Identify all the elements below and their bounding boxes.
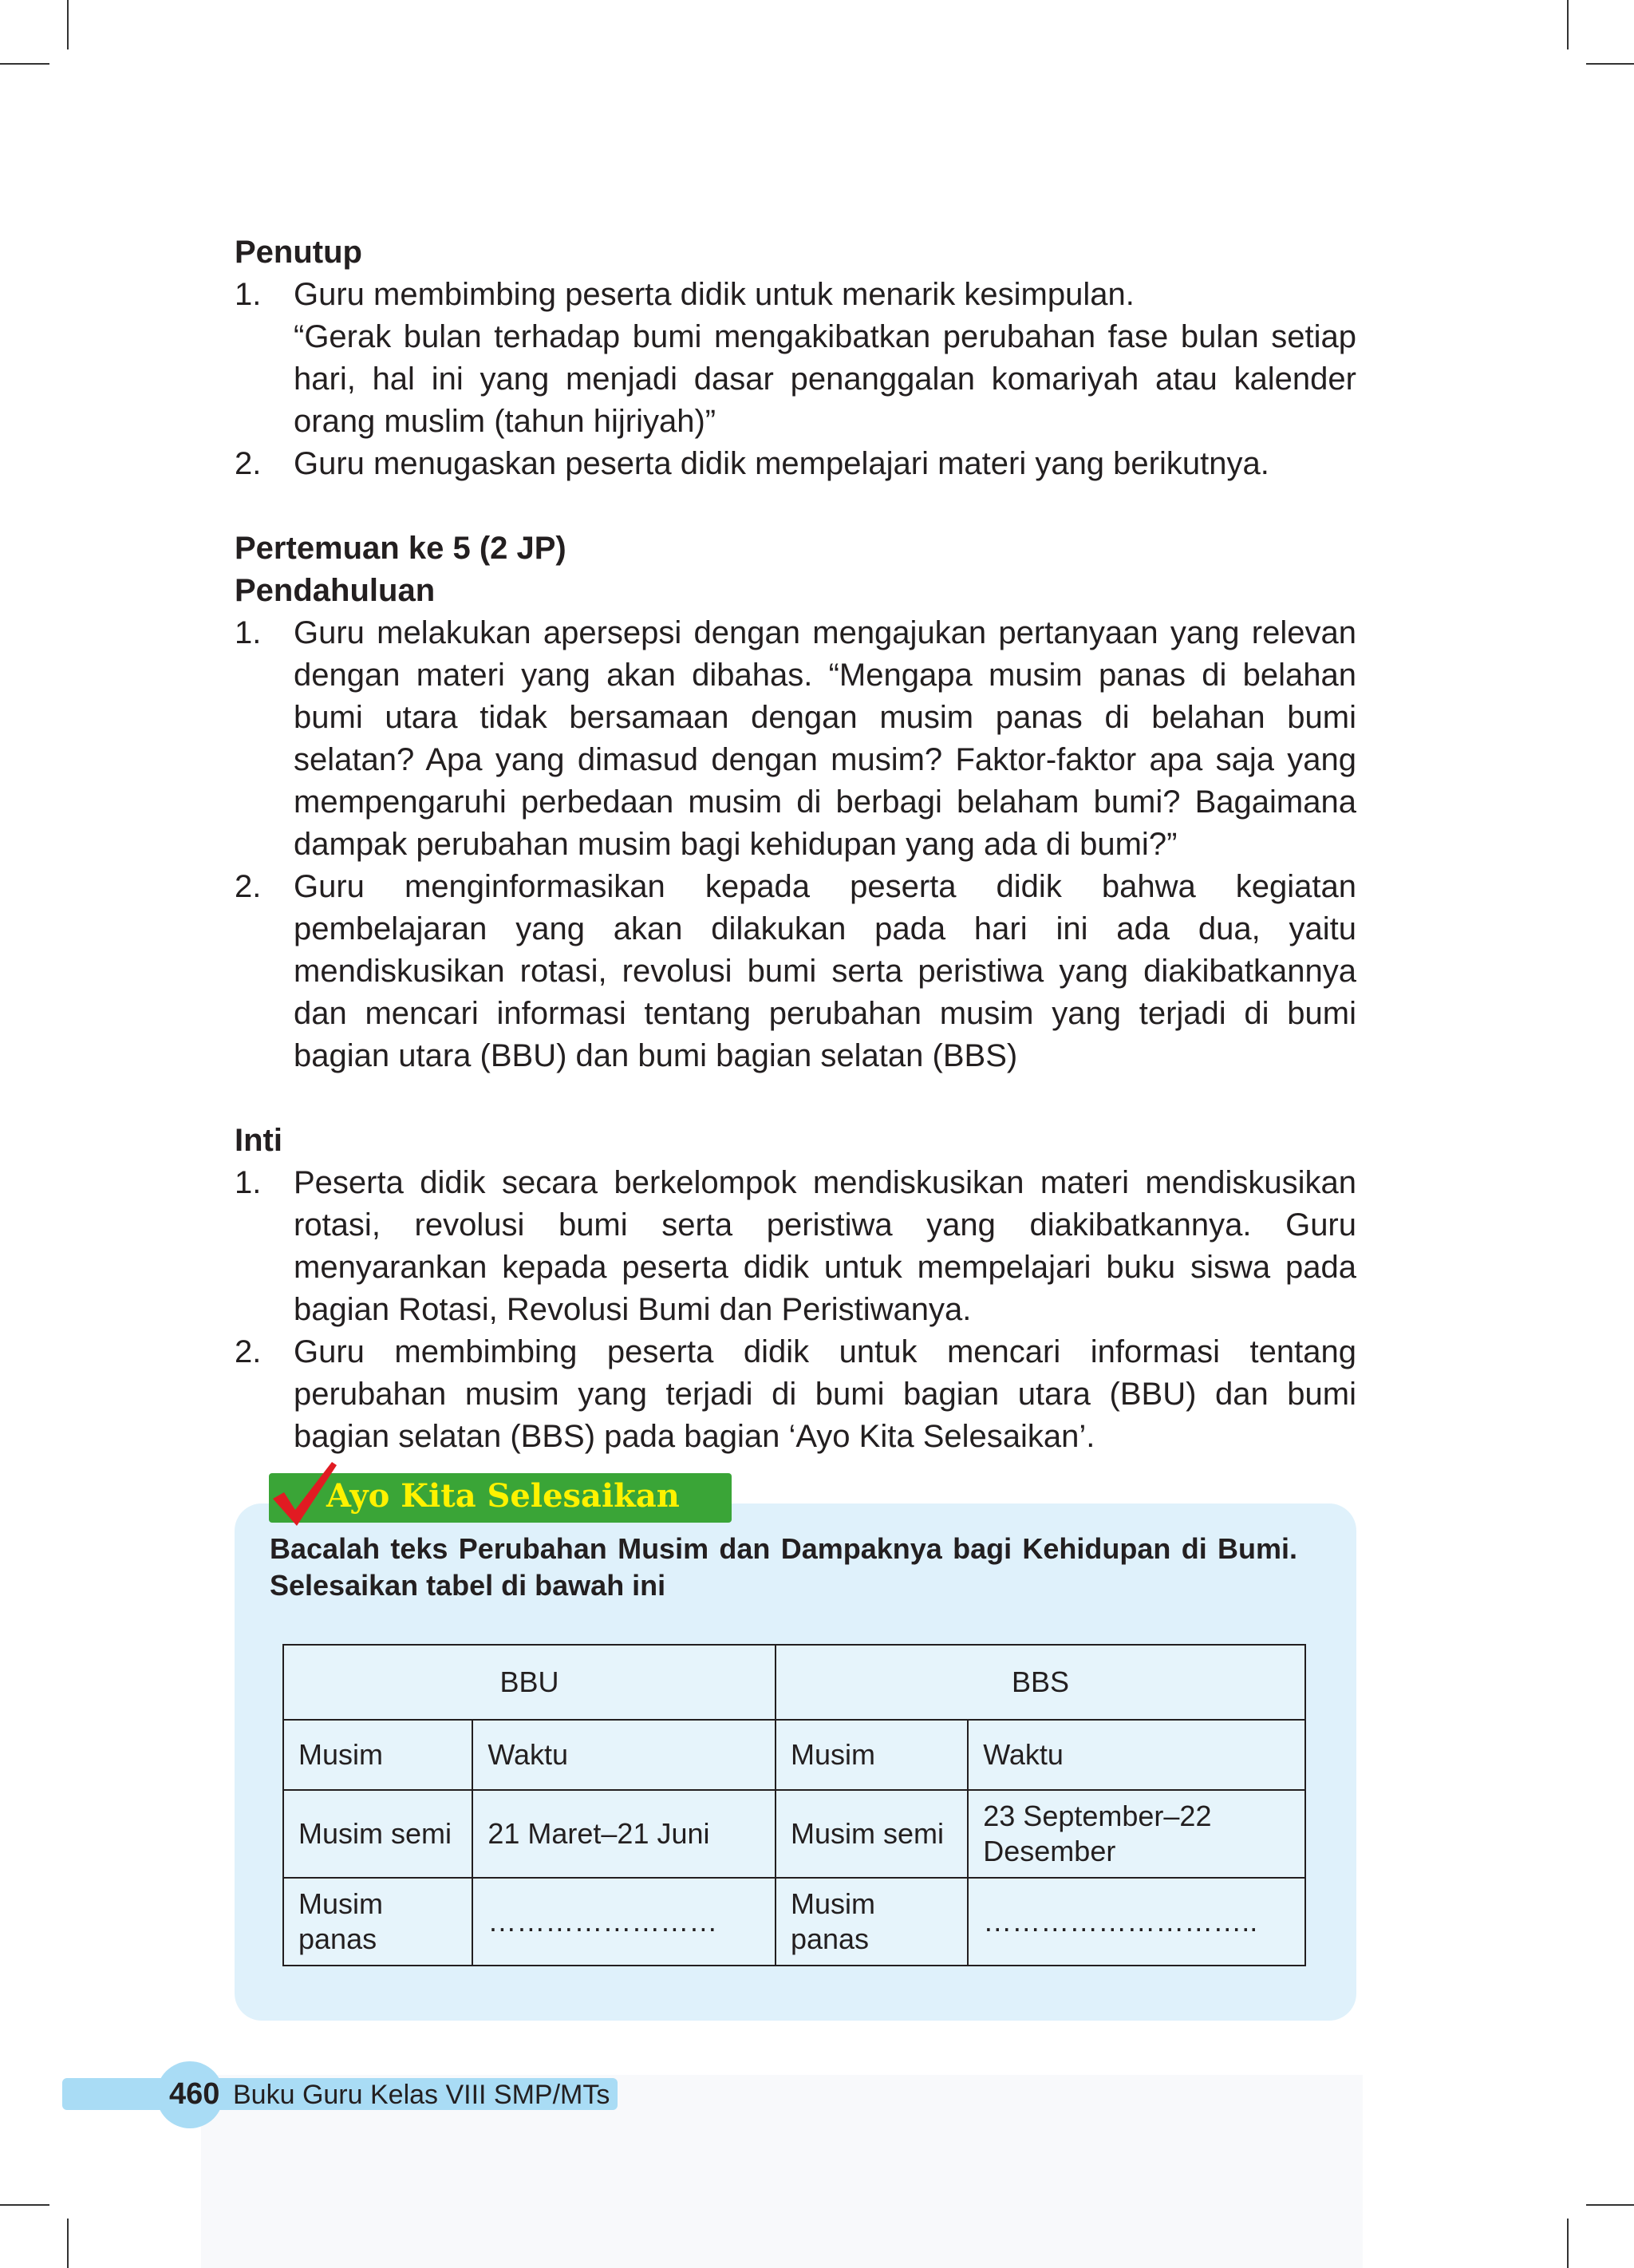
page-number: 460 bbox=[169, 2077, 220, 2111]
penutup-item-2 bbox=[235, 443, 1356, 485]
table-header: Musim bbox=[776, 1720, 968, 1790]
table-header: Musim bbox=[283, 1720, 472, 1790]
table-cell: 23 September–22 Desember bbox=[968, 1790, 1305, 1878]
inti-item-2 bbox=[235, 1331, 1356, 1458]
inti-item-1 bbox=[235, 1162, 1356, 1331]
item-number: 1. bbox=[235, 1165, 262, 1200]
item-text: Peserta didik secara berkelompok mendiskusikan materi mendiskusikan rotasi, revolusi bumi serta peristiwa yang diakibatkannya. Guru menyarankan kepada peserta didik untuk mempelajari buku siswa pada bagian Rotasi, Revolusi Bumi dan Peristiwanya. bbox=[294, 1165, 1356, 1327]
pendahuluan-item-2 bbox=[235, 866, 1356, 1077]
item-text: Guru membimbing peserta didik untuk menarik kesimpulan. bbox=[294, 277, 1135, 312]
item-number: 2. bbox=[235, 869, 262, 904]
crop-mark bbox=[1586, 2204, 1634, 2206]
table-cell: Musim semi bbox=[776, 1790, 968, 1878]
item-quote: “Gerak bulan terhadap bumi mengakibatkan perubahan fase bulan setiap hari, hal ini yang menjadi dasar penanggalan komariyah atau kalender orang muslim (tahun hijriyah)” bbox=[294, 319, 1356, 439]
table-cell: Musim semi bbox=[283, 1790, 472, 1878]
item-number: 1. bbox=[235, 615, 262, 650]
table-group-header-row bbox=[283, 1645, 1305, 1720]
item-text: Guru menginformasikan kepada peserta didik bahwa kegiatan pembelajaran yang akan dilakukan pada hari ini ada dua, yaitu mendiskusikan rotasi, revolusi bumi serta peristiwa yang diakibatkannya dan mencari informasi tentang perubahan musim yang terjadi di bumi bagian utara (BBU) dan bumi bagian selatan (BBS) bbox=[294, 869, 1356, 1073]
item-text: Guru menugaskan peserta didik mempelajari materi yang berikutnya. bbox=[294, 446, 1269, 481]
table-header-row bbox=[283, 1720, 1305, 1790]
table-row bbox=[283, 1878, 1305, 1966]
ayo-tag bbox=[269, 1473, 732, 1523]
ayo-tag-label: Ayo Kita Selesaikan bbox=[326, 1477, 680, 1515]
table-header: Waktu bbox=[968, 1720, 1305, 1790]
item-number: 2. bbox=[235, 1334, 262, 1369]
pendahuluan-item-1 bbox=[235, 612, 1356, 866]
checkmark-icon bbox=[266, 1457, 338, 1529]
crop-mark bbox=[0, 2204, 49, 2206]
item-text: Guru melakukan apersepsi dengan mengajukan pertanyaan yang relevan dengan materi yang akan dibahas. “Mengapa musim panas di belahan bumi utara tidak bersamaan dengan musim panas di belahan bumi selatan? Apa yang dimasud dengan musim? Faktor-faktor apa saja yang mempengaruhi perbedaan musim di berbagi belaham bumi? Bagaimana dampak perubahan musim bagi kehidupan yang ada di bumi?” bbox=[294, 615, 1356, 862]
penutup-item-1 bbox=[235, 274, 1356, 443]
crop-mark bbox=[1586, 63, 1634, 65]
table-cell: Musim panas bbox=[283, 1878, 472, 1966]
table-cell: ……………………….. bbox=[968, 1878, 1305, 1966]
table-group-header: BBS bbox=[776, 1645, 1305, 1720]
item-number: 1. bbox=[235, 277, 262, 312]
table-cell: Musim panas bbox=[776, 1878, 968, 1966]
pendahuluan-heading: Pendahuluan bbox=[235, 573, 436, 608]
table-cell: …………………… bbox=[472, 1878, 776, 1966]
crop-mark bbox=[1567, 2219, 1569, 2268]
item-number: 2. bbox=[235, 446, 262, 481]
table-cell: 21 Maret–21 Juni bbox=[472, 1790, 776, 1878]
inti-heading: Inti bbox=[235, 1123, 282, 1158]
pertemuan-heading: Pertemuan ke 5 (2 JP) bbox=[235, 531, 566, 566]
main-content bbox=[235, 231, 1356, 1458]
crop-mark bbox=[67, 2219, 69, 2268]
footer-book-title: Buku Guru Kelas VIII SMP/MTs bbox=[233, 2080, 610, 2110]
ayo-instruction: Bacalah teks Perubahan Musim dan Dampaknya bagi Kehidupan di Bumi. Selesaikan tabel di bawah ini bbox=[270, 1532, 1297, 1602]
crop-mark bbox=[1567, 0, 1569, 49]
crop-mark bbox=[67, 0, 69, 49]
table-header: Waktu bbox=[472, 1720, 776, 1790]
crop-mark bbox=[0, 63, 49, 65]
table-row bbox=[283, 1790, 1305, 1878]
penutup-heading: Penutup bbox=[235, 235, 362, 270]
item-text: Guru membimbing peserta didik untuk mencari informasi tentang perubahan musim yang terjadi di bumi bagian utara (BBU) dan bumi bagian selatan (BBS) pada bagian ‘Ayo Kita Selesaikan’. bbox=[294, 1334, 1356, 1454]
season-table bbox=[282, 1644, 1306, 1966]
table-group-header: BBU bbox=[283, 1645, 776, 1720]
